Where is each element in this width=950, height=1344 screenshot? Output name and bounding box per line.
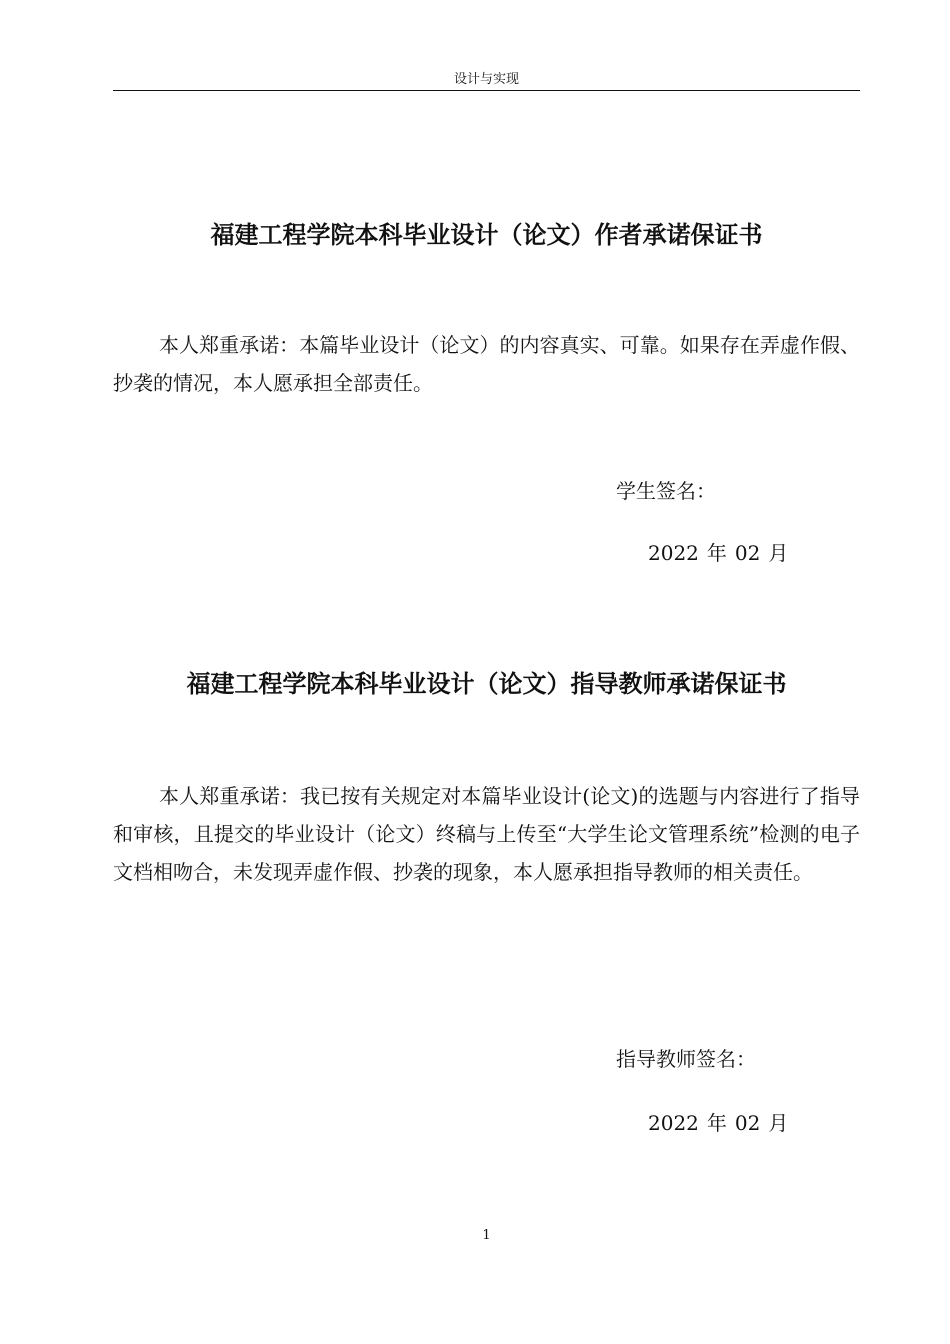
author-pledge-year-unit: 年 (706, 541, 727, 565)
page-number: 1 (482, 1228, 491, 1243)
advisor-pledge-month: 02 (734, 1111, 761, 1135)
student-signature-label: 学生签名： (616, 479, 716, 503)
advisor-pledge-year-unit: 年 (706, 1111, 727, 1135)
advisor-pledge-year: 2022 (648, 1111, 699, 1135)
advisor-signature-label: 指导教师签名： (616, 1047, 756, 1071)
advisor-pledge-body: 本人郑重承诺：我已按有关规定对本篇毕业设计(论文)的选题与内容进行了指导和审核，且提交的毕业设计（论文）终稿与上传至“大学生论文管理系统”检测的电子文档相吻合，未发现弄虚作假、抄袭的现象，本人愿承担指导教师的相关责任。 (113, 784, 860, 884)
author-pledge-month-unit: 月 (768, 541, 789, 565)
advisor-pledge-month-unit: 月 (768, 1111, 789, 1135)
author-pledge-year: 2022 (648, 541, 699, 565)
advisor-pledge-title: 福建工程学院本科毕业设计（论文）指导教师承诺保证书 (186, 670, 787, 698)
author-pledge-date (648, 538, 788, 568)
running-header: 设计与实现 (453, 72, 519, 87)
advisor-pledge-date (648, 1108, 788, 1138)
author-pledge-month: 02 (734, 541, 761, 565)
author-pledge-title: 福建工程学院本科毕业设计（论文）作者承诺保证书 (210, 221, 763, 249)
author-pledge-body: 本人郑重承诺：本篇毕业设计（论文）的内容真实、可靠。如果存在弄虚作假、抄袭的情况，本人愿承担全部责任。 (113, 333, 860, 395)
header-divider (113, 90, 860, 91)
